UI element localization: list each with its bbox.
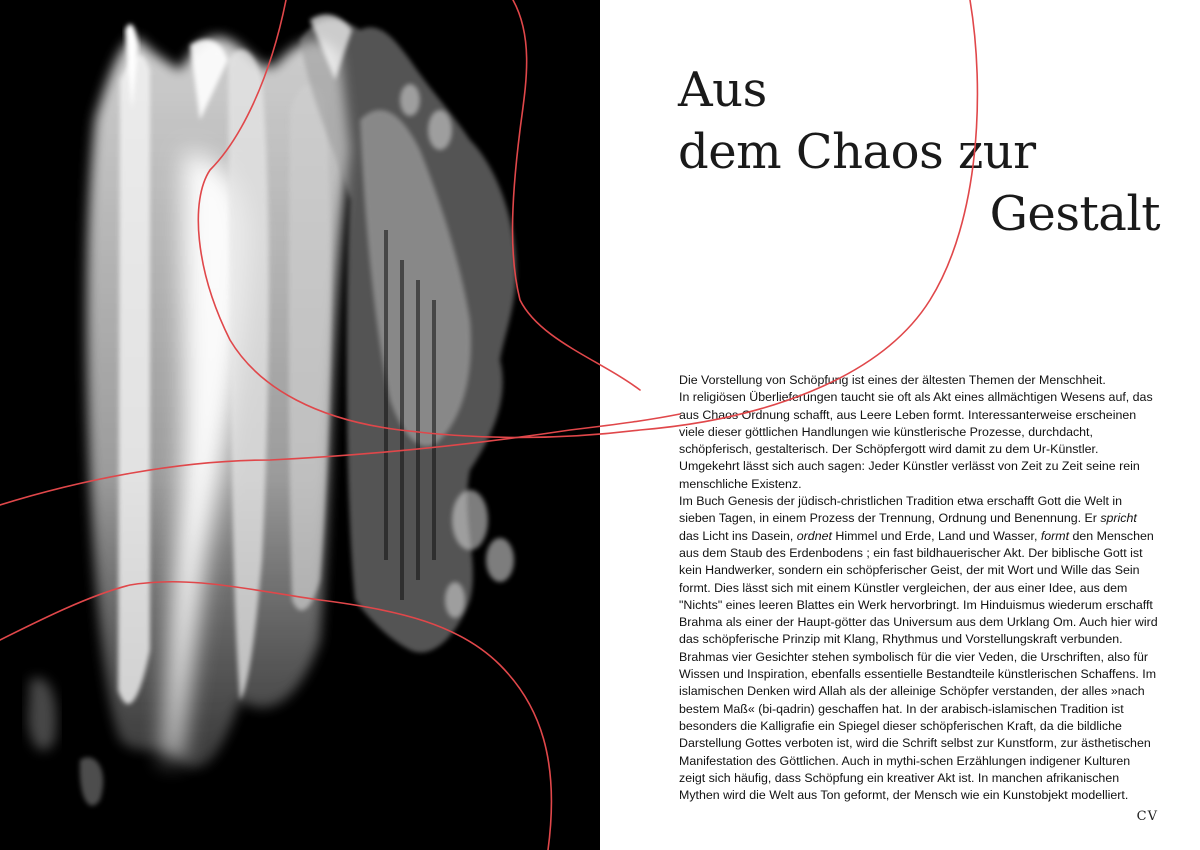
page-number: CV [1136, 809, 1158, 824]
body-paragraph-3 [679, 493, 1159, 804]
body-text-run: Himmel und Erde, Land und Wasser, [831, 528, 1041, 543]
title-line-2: dem Chaos zur [678, 124, 1036, 180]
emphasis-ordnet: ordnet [796, 528, 832, 543]
body-paragraph-2: In religiösen Überlieferungen taucht sie oft als Akt eines allmächtigen Wesens auf, das aus Chaos Ordnung schafft, aus Leere Leben formt. Interessanterweise erscheinen viele dieser göttlichen Handlungen wie künstlerische Prozesse, durchdacht, schöpferisch, gestalterisch. Der Schöpfergott wird damit zu dem Ur-Künstler. Umgekehrt lässt sich auch sagen: Jeder Künstler verlässt von Zeit zu Zeit seine rein menschliche Existenz. [679, 390, 1153, 491]
title-line-1: Aus [678, 62, 767, 118]
body-text-run: das Licht ins Dasein, [679, 528, 797, 543]
body-text-run: den Menschen aus dem Staub des Erdenbodens ; ein fast bildhauerischer Akt. Der biblische Gott ist kein Handwerker, sondern ein schöpferischer Geist, der mit Wort und Wille das Sein formt. Dies lässt sich mit einem Künstler vergleichen, der aus einer Idee, aus dem "Nichts" eines leeren Blattes ein Werk hervorbringt. Im Hinduismus wiederum erschafft Brahma als einer der Haupt-götter das Universum aus dem Urklang Om. Auch hier wird das schöpferische Prinzip mit Klang, Rhythmus und Vorstellungskraft verbunden. Brahmas vier Gesichter stehen symbolisch für die vier Veden, die Urschriften, also für Wissen und Inspiration, ebenfalls essentielle Bestandteile künstlerischen Schaffens. Im islamischen Denken wird Allah als der alleinige Schöpfer verstanden, der alles »nach bestem Maß« (bi-qadrin) geschaffen hat. In der arabisch-islamischen Tradition ist besonders die Kalligrafie ein Spiegel dieser schöpferischen Kraft, da die bildliche Darstellung Gottes verboten ist, wird die Schrift selbst zur Kunstform, zur ästhetischen Manifestation des Göttlichen. Auch in mythi-schen Erzählungen indigener Kulturen zeigt sich häufig, dass Schöpfung ein kreativer Akt ist. In manchen afrikanischen Mythen wird die Welt aus Ton geformt, der Mensch wie ein Kunstobjekt modelliert. [679, 528, 1158, 803]
title-line-3: Gestalt [989, 186, 1160, 242]
article-body [679, 372, 1159, 804]
body-paragraph-1: Die Vorstellung von Schöpfung ist eines der ältesten Themen der Menschheit. [679, 373, 1106, 387]
emphasis-spricht: spricht [1100, 511, 1137, 526]
right-page-text [600, 0, 1200, 850]
emphasis-formt: formt [1040, 528, 1070, 543]
body-text-run: Im Buch Genesis der jüdisch-christlichen Tradition etwa erschafft Gott die Welt in sieben Tagen, in einem Prozess der Trennung, Ordnung und Benennung. Er [679, 494, 1123, 526]
